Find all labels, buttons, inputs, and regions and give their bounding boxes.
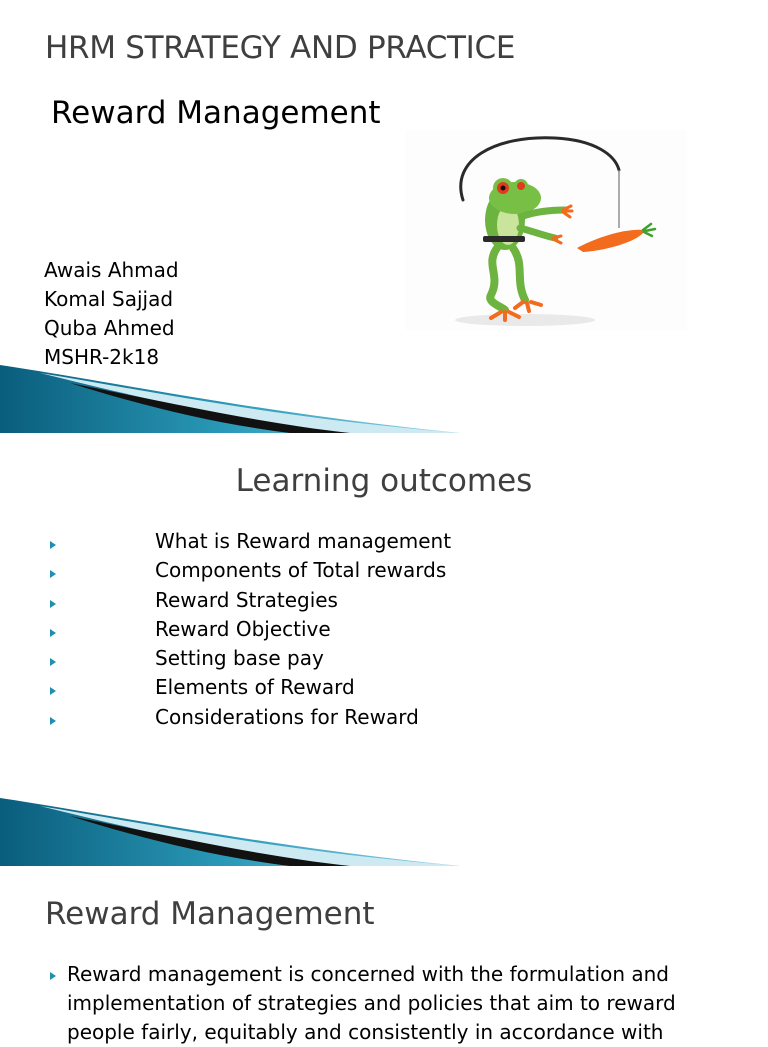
outcome-text: Elements of Reward <box>155 675 355 700</box>
outcome-text: What is Reward management <box>155 529 452 553</box>
triangle-bullet-icon <box>48 566 58 576</box>
triangle-bullet-icon <box>48 654 58 664</box>
triangle-bullet-icon <box>48 968 58 978</box>
outcome-text: Components of Total rewards <box>155 558 447 583</box>
presentation-title: HRM STRATEGY AND PRACTICE <box>45 30 516 66</box>
triangle-bullet-icon <box>48 596 58 606</box>
author-list <box>44 256 179 372</box>
outcome-text: Considerations for Reward <box>155 704 419 729</box>
triangle-bullet-icon <box>48 537 58 547</box>
decorative-swoosh <box>0 796 460 866</box>
triangle-bullet-icon <box>48 683 58 693</box>
paragraph-text: Reward management is concerned with the formulation and implementation of strategies and policies that aim to reward people fairly, equitably and consistently in accordance with <box>67 962 676 1044</box>
triangle-bullet-icon <box>48 625 58 635</box>
author-name: Komal Sajjad <box>44 287 174 311</box>
outcome-text: Setting base pay <box>155 646 324 671</box>
outcome-text: Reward Strategies <box>155 587 338 612</box>
triangle-bullet-icon <box>48 713 58 723</box>
bullet-paragraph <box>48 960 748 1047</box>
author-name: Quba Ahmed <box>44 316 175 340</box>
author-name: Awais Ahmad <box>44 258 179 282</box>
decorative-swoosh <box>0 363 460 433</box>
slide-heading: Reward Management <box>45 896 375 932</box>
presentation-subtitle: Reward Management <box>51 95 381 131</box>
slide-learning-outcomes <box>0 433 768 866</box>
slide-heading: Learning outcomes <box>235 463 533 499</box>
frog-chasing-carrot-icon <box>405 130 687 330</box>
outcome-text: Reward Objective <box>155 616 331 641</box>
author-name: MSHR-2k18 <box>44 345 160 369</box>
slide-reward-management <box>0 866 768 1044</box>
slide-title <box>0 0 768 433</box>
